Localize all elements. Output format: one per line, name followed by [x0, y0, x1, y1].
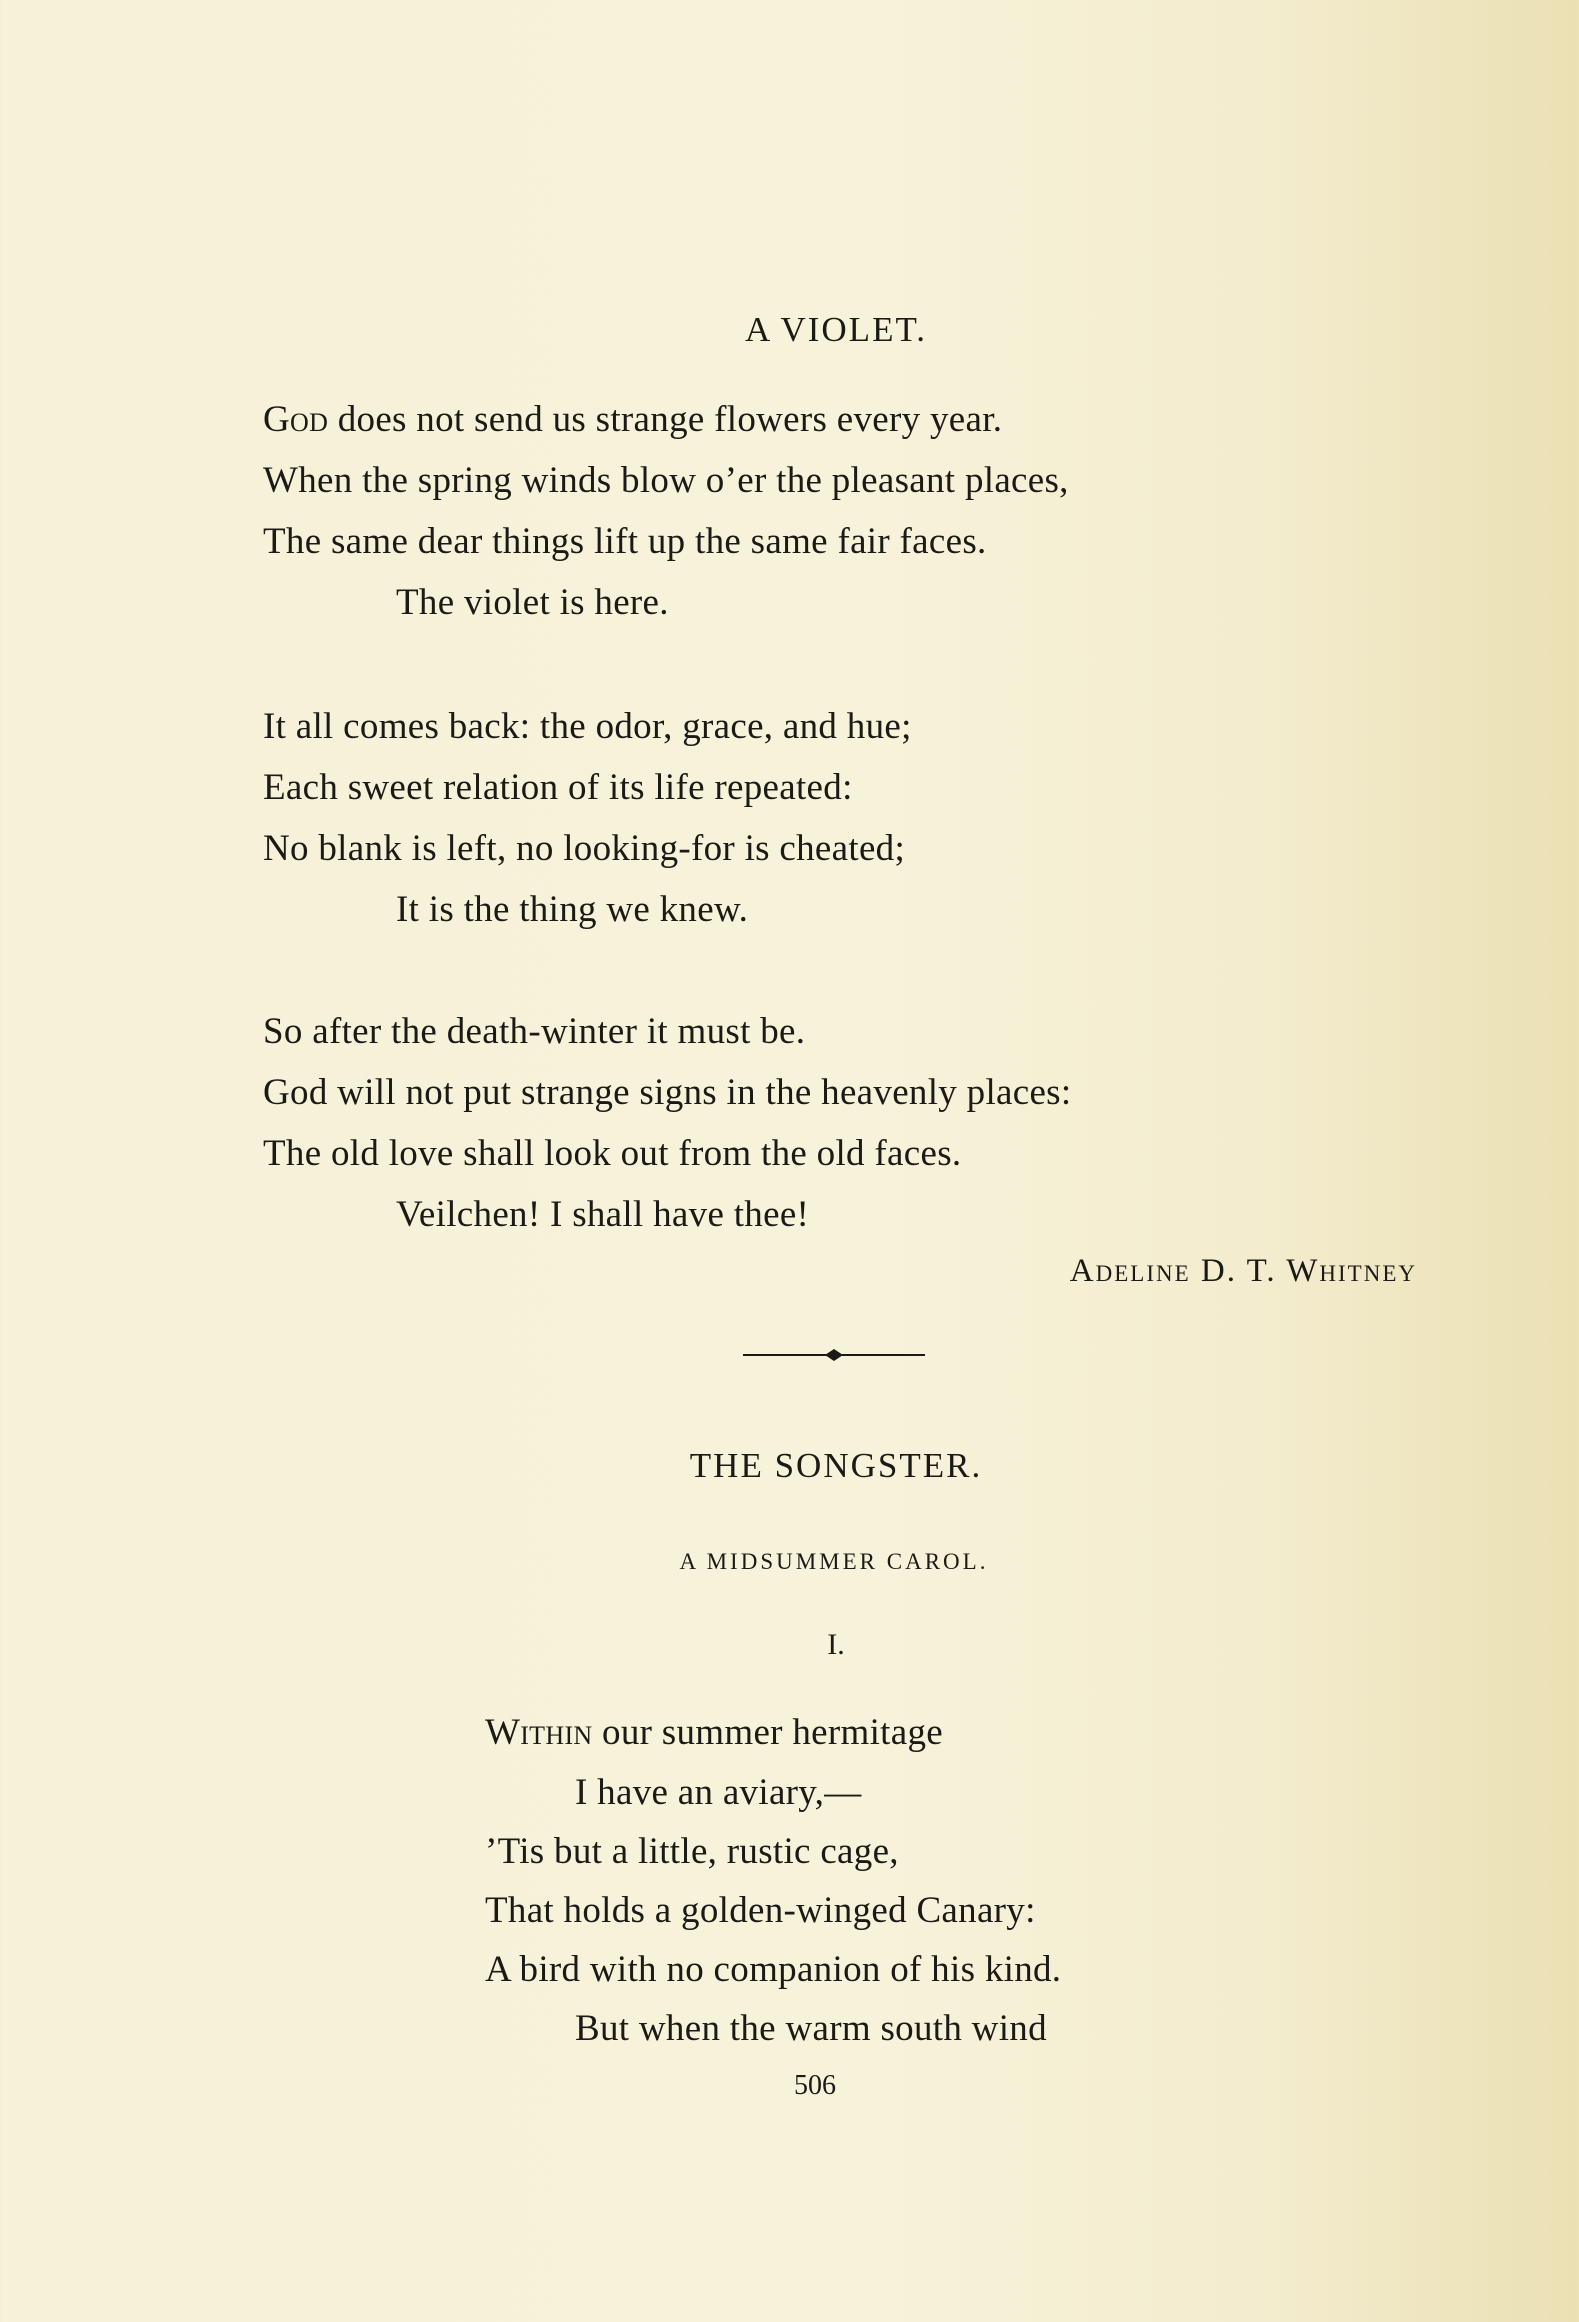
- poem-line: That holds a golden-winged Canary:: [485, 1890, 1036, 1931]
- poem-title-a-violet: A VIOLET.: [745, 310, 927, 349]
- poem-attribution: Adeline D. T. Whitney: [1069, 1253, 1417, 1289]
- diamond-rule-ornament: [743, 1346, 925, 1364]
- poem-line-lead: God: [263, 399, 329, 440]
- poem-line: No blank is left, no looking-for is cheated;: [263, 828, 906, 869]
- poem-line: When the spring winds blow o’er the pleasant places,: [263, 460, 1069, 501]
- poem-line: It is the thing we knew.: [396, 889, 749, 930]
- poem-line: Each sweet relation of its life repeated:: [263, 767, 853, 808]
- poem-line: It all comes back: the odor, grace, and hue;: [263, 706, 912, 747]
- poem-line: [485, 1711, 943, 1754]
- poem-line: The violet is here.: [396, 582, 669, 623]
- poem-line: God will not put strange signs in the heavenly places:: [263, 1072, 1072, 1113]
- poem-line-rest: our summer hermitage: [592, 1712, 943, 1753]
- poem-title-the-songster: THE SONGSTER.: [689, 1446, 983, 1485]
- poem-line: I have an aviary,—: [575, 1772, 862, 1813]
- poem-line: So after the death-winter it must be.: [263, 1011, 806, 1052]
- poem-line-rest: does not send us strange flowers every year.: [328, 399, 1003, 440]
- section-numeral: I.: [827, 1628, 845, 1661]
- poem-line: Veilchen! I shall have thee!: [396, 1194, 810, 1235]
- page-number: 506: [794, 2070, 836, 2101]
- poem-line: The old love shall look out from the old faces.: [263, 1133, 962, 1174]
- poem-subtitle: A MIDSUMMER CAROL.: [679, 1549, 989, 1574]
- poem-line: ’Tis but a little, rustic cage,: [485, 1831, 899, 1872]
- poem-line: A bird with no companion of his kind.: [485, 1949, 1062, 1990]
- poem-line: The same dear things lift up the same fair faces.: [263, 521, 987, 562]
- poem-line: But when the warm south wind: [575, 2008, 1047, 2049]
- poem-line: [263, 398, 1002, 441]
- poem-line-lead: Within: [485, 1712, 593, 1753]
